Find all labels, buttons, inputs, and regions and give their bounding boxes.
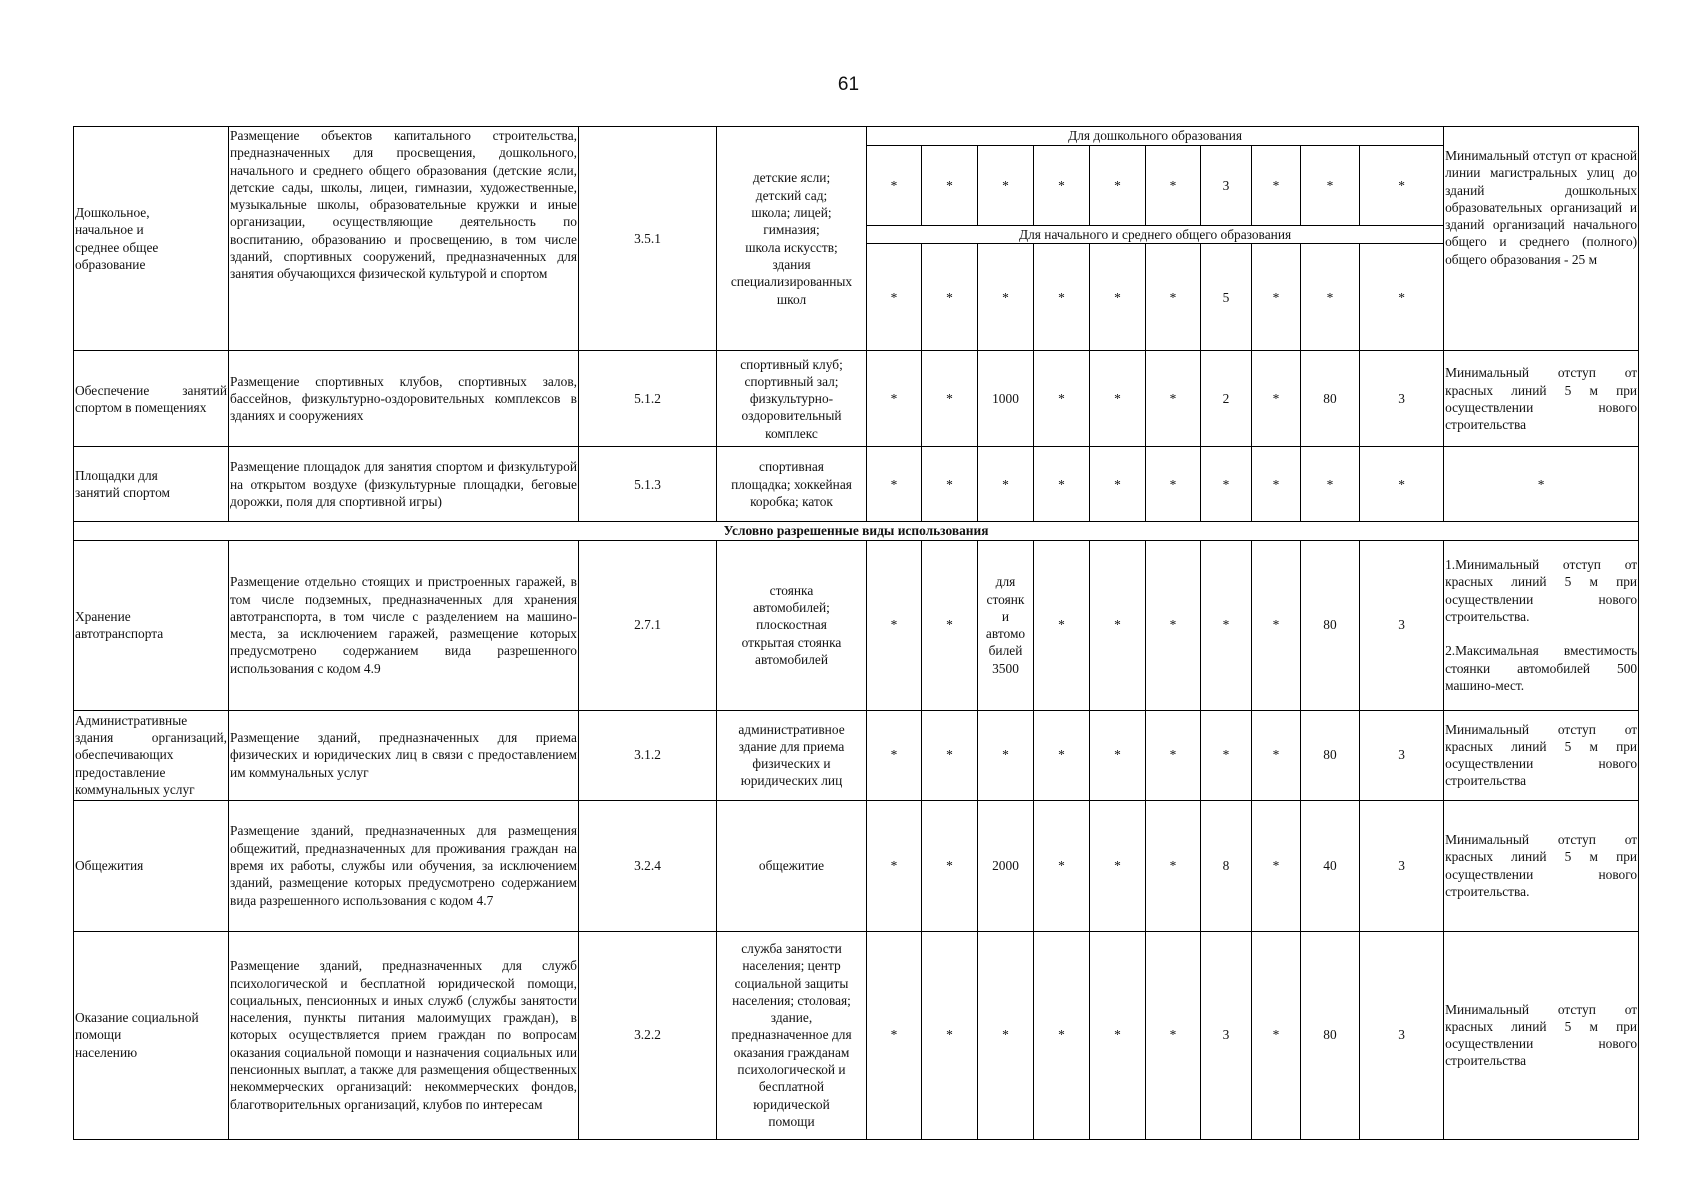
row-name: Дошкольное, начальное и среднее общее образование [74, 127, 229, 351]
row-name: Общежития [74, 800, 229, 931]
row-code: 5.1.3 [579, 447, 717, 522]
row-name: Обеспечение занятий спортом в помещениях [74, 351, 229, 447]
value-cell: 2 [1201, 351, 1252, 447]
value-cell: * [1252, 710, 1301, 800]
row-name: Площадки для занятий спортом [74, 447, 229, 522]
value-cell: * [1252, 540, 1301, 710]
value-cell: * [1090, 146, 1146, 226]
row-note: * [1444, 447, 1639, 522]
value-cell: * [1201, 447, 1252, 522]
value-cell: * [978, 931, 1034, 1139]
value-cell: * [1252, 931, 1301, 1139]
row-code: 5.1.2 [579, 351, 717, 447]
row-description: Размещение зданий, предназначенных для размещения общежитий, предназначенных для проживания граждан на время их работы, службы или обучения, за исключением зданий, размещение которых предусмотрено содержанием вида разрешенного использования с кодом 4.7 [229, 800, 579, 931]
row-note: Минимальный отступ от красных линий 5 м при осуществлении нового строительства [1444, 931, 1639, 1139]
value-cell: * [1090, 244, 1146, 351]
value-cell: * [922, 146, 978, 226]
value-cell: * [1301, 146, 1360, 226]
value-cell: * [1201, 540, 1252, 710]
value-cell: 3 [1360, 710, 1444, 800]
row-name: Оказание социальной помощи населению [74, 931, 229, 1139]
value-cell: 80 [1301, 710, 1360, 800]
value-cell: * [978, 146, 1034, 226]
value-cell: 8 [1201, 800, 1252, 931]
value-cell: 80 [1301, 351, 1360, 447]
row-note: Минимальный отступ от красных линий 5 м при осуществлении нового строительства [1444, 351, 1639, 447]
value-cell: * [922, 244, 978, 351]
value-cell: * [1360, 447, 1444, 522]
value-cell: * [1146, 800, 1201, 931]
row-description: Размещение зданий, предназначенных для приема физических и юридических лиц в связи с предоставлением им коммунальных услуг [229, 710, 579, 800]
row-description: Размещение зданий, предназначенных для служб психологической и бесплатной юридической помощи, социальных, пенсионных и иных служб (службы занятости населения, пункты питания малоимущих граждан), в которых осуществляется прием граждан по вопросам оказания социальной помощи и назначения социальных или пенсионных выплат, а также для размещения общественных некоммерческих организаций: некоммерческих фондов, благотворительных организаций, клубов по интересам [229, 931, 579, 1139]
value-cell: * [1360, 244, 1444, 351]
row-objects: спортивная площадка; хоккейная коробка; каток [717, 447, 867, 522]
row-note: Минимальный отступ от красных линий 5 м при осуществлении нового строительства [1444, 710, 1639, 800]
row-objects: спортивный клуб; спортивный зал; физкультурно- оздоровительный комплекс [717, 351, 867, 447]
section-title: Условно разрешенные виды использования [74, 522, 1639, 540]
value-cell: * [922, 710, 978, 800]
value-cell: * [1034, 146, 1090, 226]
value-cell: * [1252, 244, 1301, 351]
value-cell: * [1090, 931, 1146, 1139]
value-cell: * [1201, 710, 1252, 800]
value-cell: 3 [1360, 800, 1444, 931]
value-cell: * [1146, 146, 1201, 226]
value-cell: * [867, 351, 922, 447]
row-note: Минимальный отступ от красных линий 5 м при осуществлении нового строительства. [1444, 800, 1639, 931]
value-cell: * [1360, 146, 1444, 226]
subheader-school: Для начального и среднего общего образования [867, 226, 1444, 244]
value-cell: 80 [1301, 540, 1360, 710]
row-description: Размещение объектов капитального строительства, предназначенных для просвещения, дошкольного, начального и среднего общего образования (детские ясли, детские сады, школы, лицеи, гимназии, художественные, музыкальные школы, образовательные кружки и иные организации, осуществляющие деятельность по воспитанию, образованию и просвещению, в том числе зданий, спортивных сооружений, предназначенных для занятия обучающихся физической культурой и спортом [229, 127, 579, 351]
value-cell: для стоянк и автомо билей 3500 [978, 540, 1034, 710]
row-name: Хранение автотранспорта [74, 540, 229, 710]
value-cell: * [1034, 244, 1090, 351]
zoning-table [73, 126, 1639, 1140]
value-cell: * [1090, 540, 1146, 710]
value-cell: * [1146, 710, 1201, 800]
value-cell: * [867, 146, 922, 226]
value-cell: * [1090, 710, 1146, 800]
row-objects: административное здание для приема физических и юридических лиц [717, 710, 867, 800]
value-cell: * [922, 540, 978, 710]
value-cell: 80 [1301, 931, 1360, 1139]
value-cell: * [867, 447, 922, 522]
row-note: 1.Минимальный отступ от красных линий 5 м при осуществлении нового строительства. 2.Максимальная вместимость стоянки автомобилей 500 машино-мест. [1444, 540, 1639, 710]
value-cell: * [1146, 244, 1201, 351]
page-number: 61 [837, 74, 860, 95]
value-cell: * [978, 710, 1034, 800]
value-cell: 1000 [978, 351, 1034, 447]
value-cell: * [867, 931, 922, 1139]
row-description: Размещение отдельно стоящих и пристроенных гаражей, в том числе подземных, предназначенных для хранения автотранспорта, в том числе с разделением на машино-места, за исключением гаражей, размещение которых предусмотрено содержанием вида разрешенного использования с кодом 4.9 [229, 540, 579, 710]
value-cell: * [1301, 244, 1360, 351]
value-cell: * [1252, 447, 1301, 522]
value-cell: 3 [1360, 540, 1444, 710]
value-cell: * [978, 447, 1034, 522]
value-cell: * [1090, 447, 1146, 522]
value-cell: * [867, 800, 922, 931]
value-cell: * [1034, 351, 1090, 447]
row-objects: общежитие [717, 800, 867, 931]
value-cell: 5 [1201, 244, 1252, 351]
value-cell: * [1090, 800, 1146, 931]
value-cell: * [922, 351, 978, 447]
value-cell: 2000 [978, 800, 1034, 931]
value-cell: 3 [1360, 931, 1444, 1139]
value-cell: * [1252, 351, 1301, 447]
value-cell: * [1034, 710, 1090, 800]
row-code: 3.2.4 [579, 800, 717, 931]
value-cell: * [922, 800, 978, 931]
value-cell: 3 [1201, 146, 1252, 226]
value-cell: * [978, 244, 1034, 351]
row-code: 3.2.2 [579, 931, 717, 1139]
subheader-preschool: Для дошкольного образования [867, 127, 1444, 146]
value-cell: 40 [1301, 800, 1360, 931]
value-cell: * [1034, 800, 1090, 931]
value-cell: * [922, 931, 978, 1139]
row-description: Размещение спортивных клубов, спортивных залов, бассейнов, физкультурно-оздоровительных комплексов в зданиях и сооружениях [229, 351, 579, 447]
value-cell: * [867, 540, 922, 710]
row-name: Административные здания организаций, обеспечивающих предоставление коммунальных услуг [74, 710, 229, 800]
value-cell: * [1146, 931, 1201, 1139]
value-cell: 3 [1201, 931, 1252, 1139]
value-cell: * [922, 447, 978, 522]
value-cell: * [1034, 447, 1090, 522]
value-cell: * [1301, 447, 1360, 522]
value-cell: * [1252, 800, 1301, 931]
row-code: 3.1.2 [579, 710, 717, 800]
value-cell: * [867, 244, 922, 351]
value-cell: * [1034, 931, 1090, 1139]
value-cell: 3 [1360, 351, 1444, 447]
value-cell: * [1146, 447, 1201, 522]
value-cell: * [1146, 351, 1201, 447]
value-cell: * [1252, 146, 1301, 226]
row-description: Размещение площадок для занятия спортом и физкультурой на открытом воздухе (физкультурные площадки, беговые дорожки, поля для спортивной игры) [229, 447, 579, 522]
row-note: Минимальный отступ от красной линии магистральных улиц до зданий дошкольных образовательных организаций и зданий организаций начального общего и среднего (полного) общего образования - 25 м [1444, 127, 1639, 351]
value-cell: * [1090, 351, 1146, 447]
row-objects: детские ясли; детский сад; школа; лицей; гимназия; школа искусств; здания специализированных школ [717, 127, 867, 351]
row-objects: стоянка автомобилей; плоскостная открытая стоянка автомобилей [717, 540, 867, 710]
row-code: 3.5.1 [579, 127, 717, 351]
row-code: 2.7.1 [579, 540, 717, 710]
value-cell: * [867, 710, 922, 800]
value-cell: * [1146, 540, 1201, 710]
row-objects: служба занятости населения; центр социальной защиты населения; столовая; здание, предназначенное для оказания гражданам психологической и бесплатной юридической помощи [717, 931, 867, 1139]
value-cell: * [1034, 540, 1090, 710]
